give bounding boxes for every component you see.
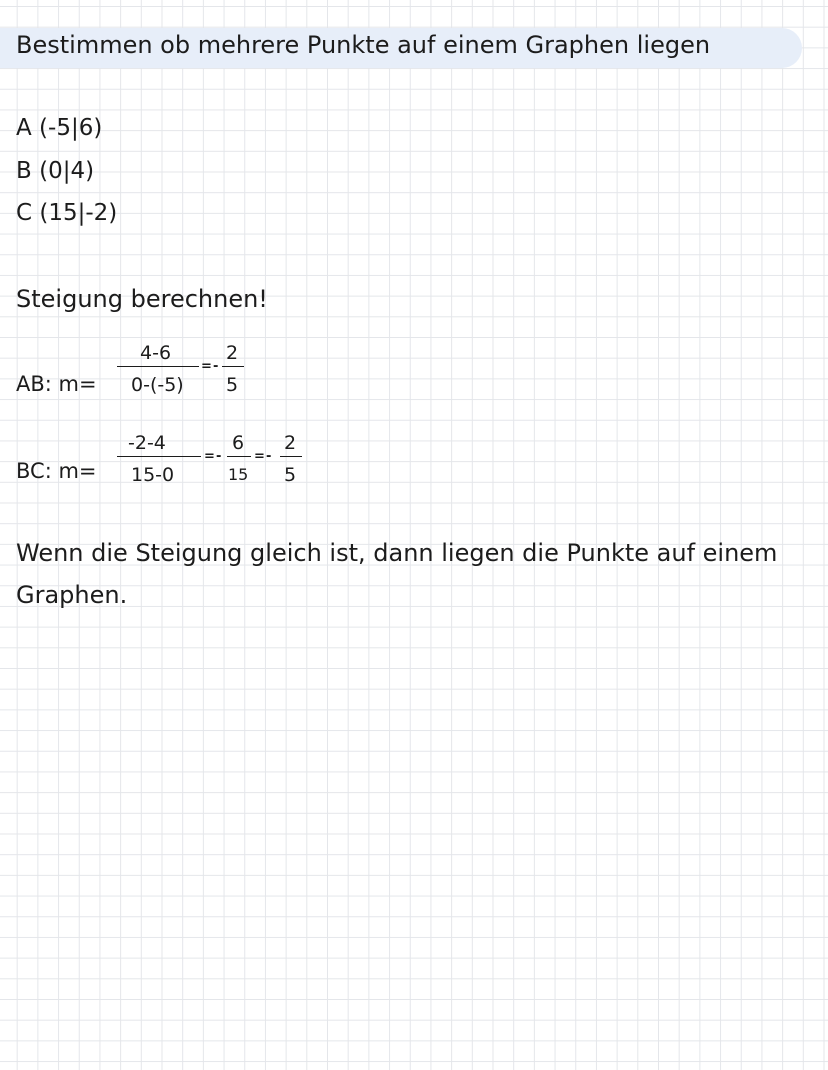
- calc-bc-result-line: [280, 456, 302, 457]
- calc-bc-label: BC: m=: [16, 459, 97, 483]
- conclusion-text: Wenn die Steigung gleich ist, dann liegen die Punkte auf einem Graphen.: [16, 539, 778, 609]
- calc-ab-numerator: 4-6: [140, 342, 172, 364]
- calc-ab-result-denominator: 5: [226, 374, 239, 396]
- calc-bc-mid-line: [227, 456, 251, 457]
- calc-ab-minus: -: [213, 359, 219, 374]
- calc-bc-denominator: 15-0: [131, 464, 175, 486]
- calc-ab-result-line: [222, 366, 244, 367]
- calc-ab-equals: =: [201, 359, 212, 374]
- calc-bc-result-denominator: 5: [284, 464, 297, 486]
- point-c: C (15|-2): [16, 200, 118, 226]
- calc-bc-result-numerator: 2: [284, 432, 297, 454]
- calc-bc-minus-1: -: [216, 449, 222, 464]
- point-a: A (-5|6): [16, 115, 103, 141]
- calc-bc-minus-2: -: [266, 449, 272, 464]
- calc-bc-mid-numerator: 6: [232, 432, 245, 454]
- calc-bc-equals-2: =: [254, 449, 265, 464]
- calc-ab-denominator: 0-(-5): [131, 374, 184, 396]
- calc-bc-fraction-line: [117, 456, 201, 457]
- calc-ab-fraction-line: [117, 366, 199, 367]
- point-b: B (0|4): [16, 158, 95, 184]
- section-heading: Steigung berechnen!: [16, 285, 268, 313]
- calc-bc-numerator: -2-4: [128, 432, 166, 454]
- calc-ab-result-numerator: 2: [226, 342, 239, 364]
- calc-bc-equals-1: =: [204, 449, 215, 464]
- calc-bc-mid-denominator: 15: [228, 465, 249, 484]
- page-title: Bestimmen ob mehrere Punkte auf einem Graphen liegen: [16, 31, 711, 59]
- calc-ab-label: AB: m=: [16, 372, 97, 396]
